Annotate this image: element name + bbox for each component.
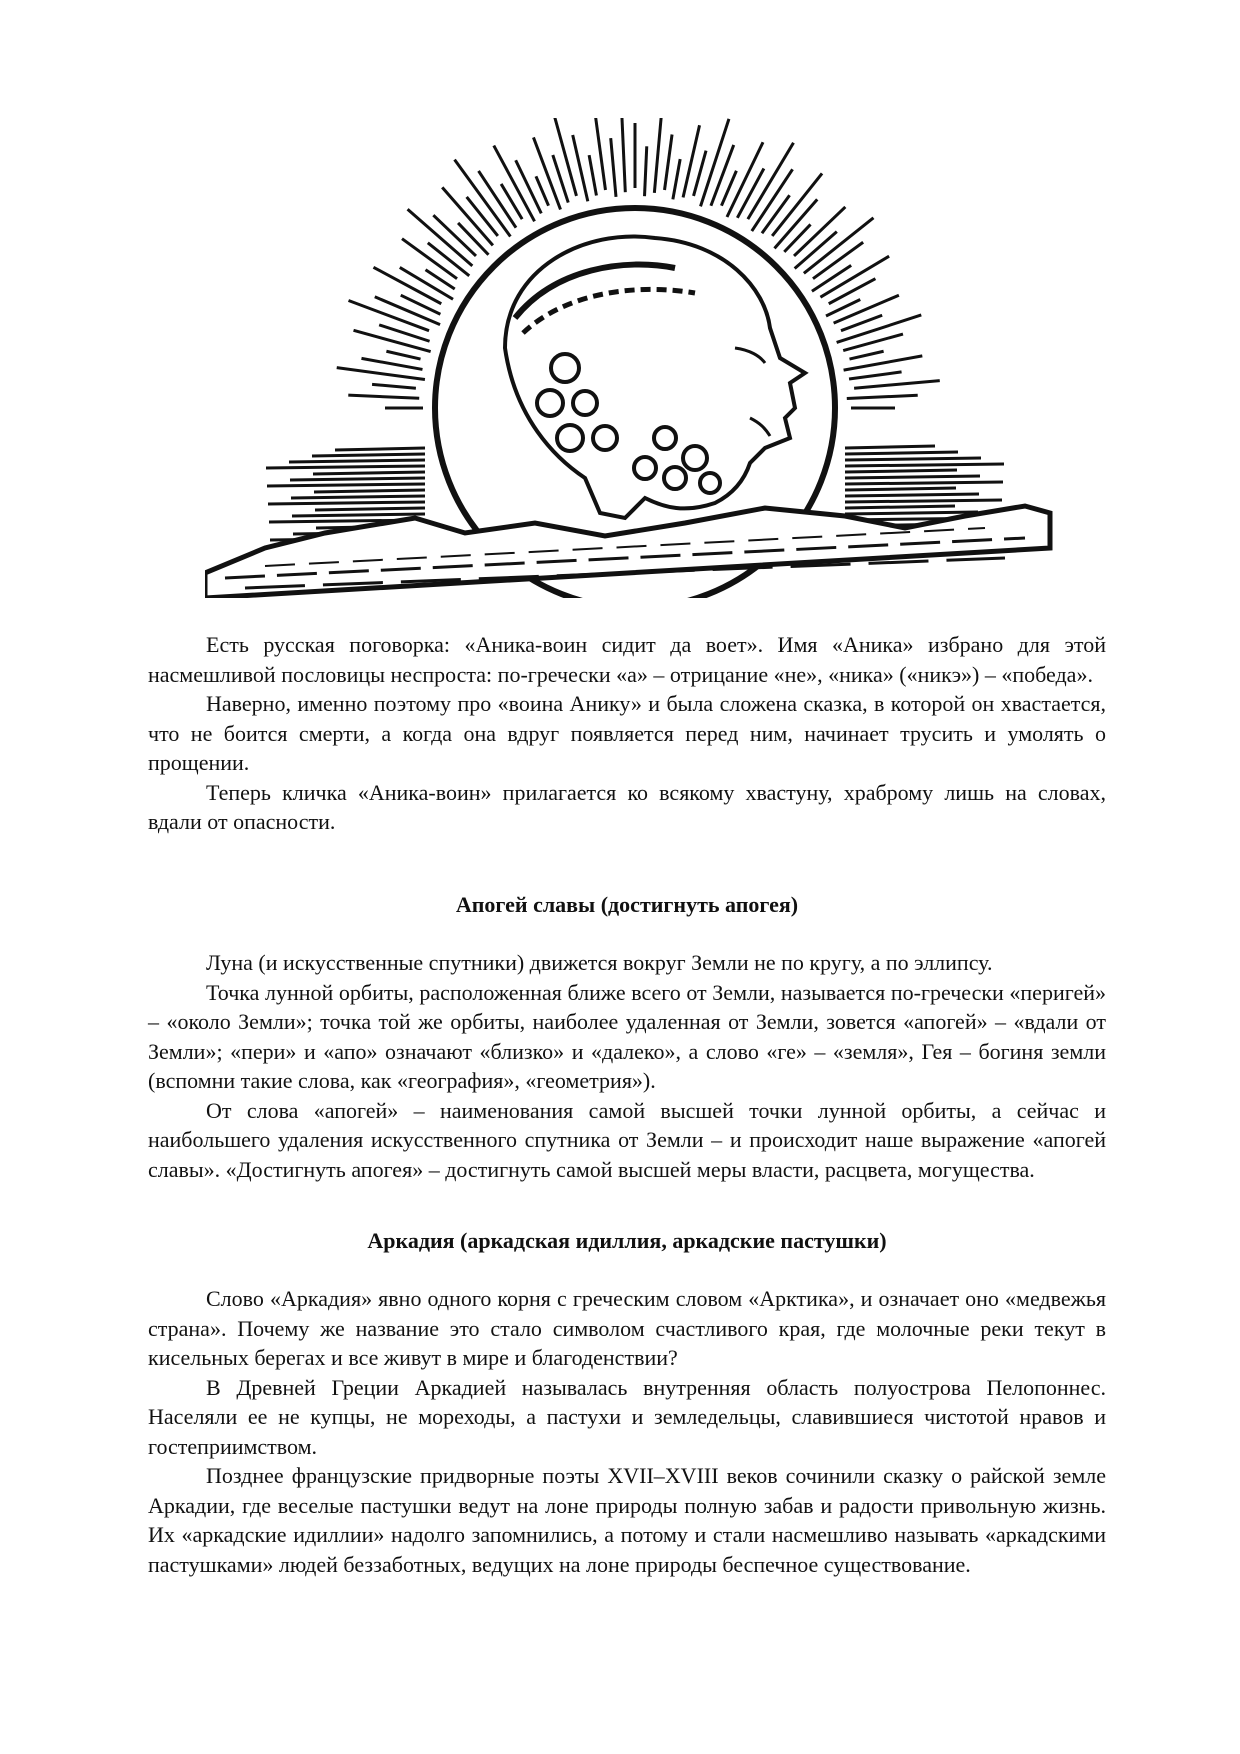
sun-ray: [845, 488, 956, 490]
sun-ray: [313, 472, 425, 474]
sun-ray: [266, 466, 425, 468]
sun-ray: [845, 458, 981, 460]
sun-ray: [290, 478, 425, 480]
sun-ray: [312, 454, 425, 456]
sun-ray: [847, 395, 918, 398]
paragraph: Точка лунной орбиты, расположенная ближе всего от Земли, называется по-гречески «перигей» – «около Земли»; точка той же орбиты, наиболее удаленная от Земли, зовется «апогей» – «вдали от Земли»; «пери» и «апо» означают «близко» и «далеко», а слово «ге» – «земля», Гея – богиня земли (вспомни такие слова, как «география», «геометрия»).: [148, 979, 1106, 1093]
sun-ray: [348, 395, 419, 398]
sun-ray: [589, 155, 596, 195]
sun-ray: [315, 508, 425, 510]
sun-ray: [536, 176, 549, 205]
sun-ray: [845, 446, 935, 448]
sun-ray: [516, 160, 542, 213]
sun-ray: [673, 159, 680, 199]
sun-ray: [554, 118, 576, 196]
sun-ray: [845, 476, 980, 478]
sun-ray: [845, 452, 958, 454]
sun-ray: [849, 372, 902, 379]
sun-ray: [845, 470, 957, 472]
sun-ray: [467, 197, 498, 236]
sun-ray: [654, 118, 661, 193]
sun-ray: [621, 118, 625, 192]
sun-ray: [372, 384, 416, 388]
sun-ray: [737, 168, 764, 217]
sun-ray: [784, 224, 810, 251]
sun-ray: [845, 500, 1002, 502]
section-apogee: [148, 948, 1106, 1184]
sun-ray: [845, 482, 1003, 484]
sun-ray: [361, 358, 422, 369]
paragraph: Позднее французские придворные поэты XVII–XVIII веков сочинили сказку о райской земле Аркадии, где веселые пастушки ведут на лоне природы полную забав и радости привольную жизнь. Их «аркадские идиллии» надолго запомнились, а потому и стали насмешливо называть «аркадскими пастушками» людей беззаботных, ведущих на лоне природы беспечное существование.: [148, 1463, 1106, 1577]
paragraph: Луна (и искусственные спутники) движется вокруг Земли не по кругу, а по эллипсу.: [206, 950, 993, 975]
sun-ray: [812, 265, 851, 291]
sun-ray: [289, 460, 425, 462]
sun-ray: [845, 494, 979, 496]
sun-rays-head-drawing: [205, 118, 1055, 598]
paragraph: Есть русская поговорка: «Аника-воин сидит да воет». Имя «Аника» избрано для этой насмешливой пословицы неспроста: по-гречески «а» – отрицание «не», «ника» («никэ») – «победа».: [148, 632, 1106, 687]
sun-ray: [665, 134, 673, 189]
sun-ray: [501, 184, 522, 219]
sun-ray: [268, 502, 425, 504]
sun-ray: [645, 146, 647, 196]
sun-ray: [845, 464, 1004, 466]
sun-ray: [292, 514, 425, 516]
sun-ray: [845, 512, 978, 514]
sun-ray: [845, 506, 955, 508]
section-aniko: [148, 630, 1106, 837]
sun-ray: [711, 145, 734, 206]
paragraph: В Древней Греции Аркадией называлась внутренняя область полуострова Пелопоннес. Населяли ее не купцы, не мореходы, а пастухи и земледельцы, славившиеся чистотой нравов и гостеприимством.: [148, 1374, 1106, 1459]
sun-ray: [611, 138, 616, 197]
sun-ray: [458, 223, 488, 255]
section-heading-arcadia: Аркадия (аркадская идиллия, аркадские пастушки): [367, 1228, 887, 1253]
sun-ray: [804, 218, 874, 273]
sun-ray: [829, 279, 876, 304]
paragraph: От слова «апогей» – наименования самой высшей точки лунной орбиты, а сейчас и наибольшего удаления искусственного спутника от Земли – и происходит наше выражение «апогей славы». «Достигнуть апогея» – достигнуть самой высшей меры власти, расцвета, могущества.: [148, 1097, 1106, 1182]
laureate-head-illustration: [205, 118, 1055, 598]
paragraph: Слово «Аркадия» явно одного корня с греческим словом «Арктика», и означает оно «медвежья страна». Почему же название это стало символом счастливого края, где молочные реки текут в кисельных берегах и все живут в мире и благоденствии?: [148, 1286, 1106, 1370]
sun-ray: [694, 151, 707, 196]
sun-ray: [267, 484, 425, 486]
sun-ray: [596, 118, 606, 190]
paragraph: Теперь кличка «Аника-воин» прилагается ко всякому хвастуну, храброму лишь на словах, вдали от опасности.: [148, 779, 1106, 834]
sun-ray: [762, 195, 790, 233]
sun-ray: [354, 330, 431, 351]
sun-ray: [386, 351, 420, 359]
sun-ray: [442, 187, 493, 245]
sun-ray: [408, 209, 473, 266]
sun-ray: [335, 448, 425, 450]
sun-ray: [455, 160, 511, 237]
sun-ray: [291, 496, 425, 498]
section-heading-apogee: Апогей славы (достигнуть апогея): [455, 892, 799, 917]
section-arcadia: [148, 1284, 1106, 1579]
paragraph: Наверно, именно поэтому про «воина Анику» и была сложена сказка, в которой он хвастается, что не боится смерти, а когда она вдруг появляется перед ним, начинает трусить и умолять о прощении.: [148, 691, 1106, 775]
sun-ray: [849, 351, 883, 359]
sun-ray: [337, 368, 425, 380]
sun-ray: [854, 381, 940, 389]
sun-ray: [314, 490, 425, 492]
